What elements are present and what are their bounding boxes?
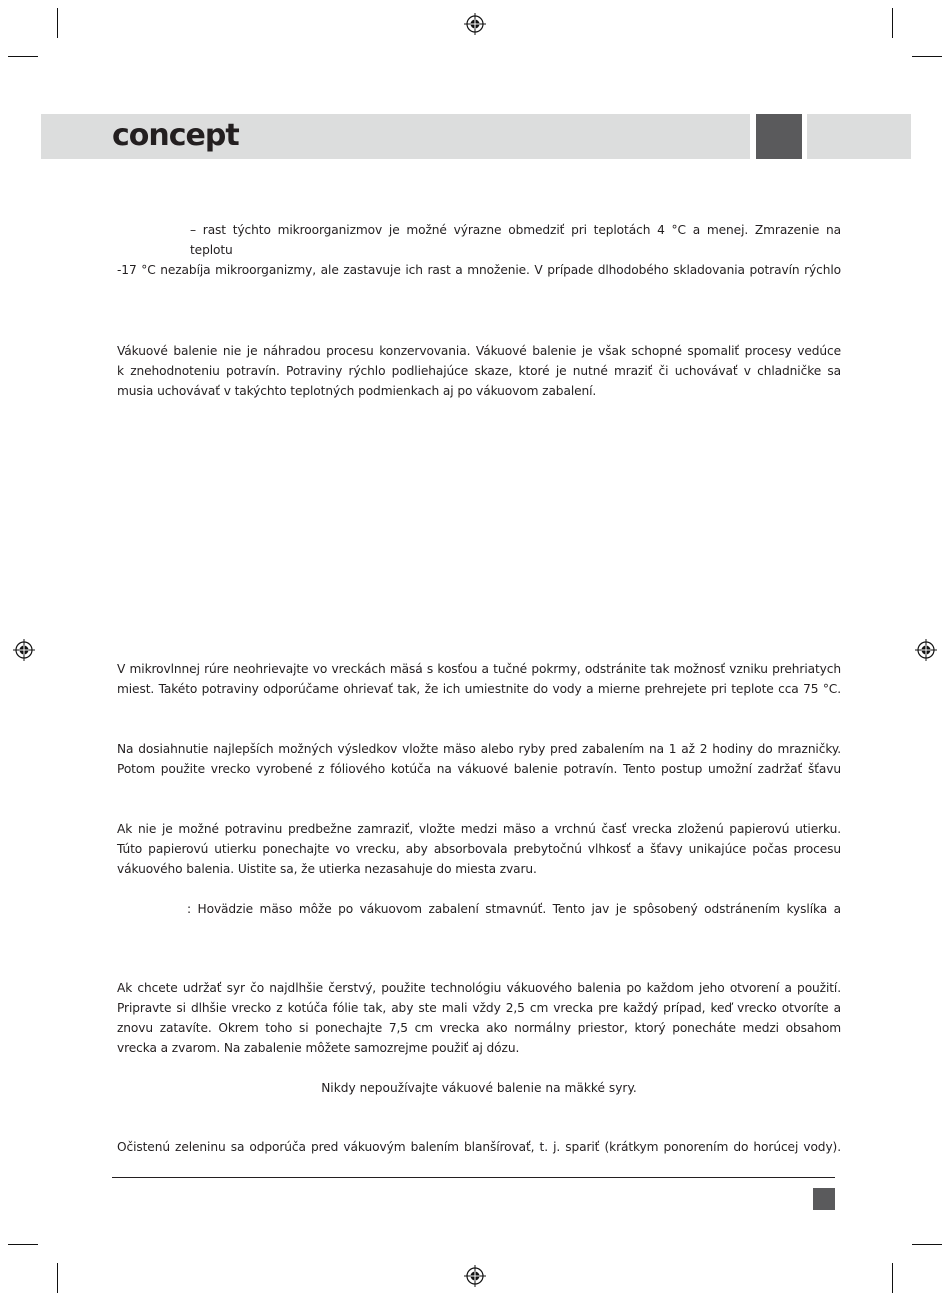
paragraph-cheese: [117, 978, 841, 1058]
text-line: Ak nie je možné potravinu predbežne zamraziť, vložte medzi mäso a vrchnú časť vrecka zloženú papierovú utierku.: [117, 822, 841, 836]
text-line: miest. Takéto potraviny odporúčame ohrievať tak, že ich umiestnite do vody a mierne prehrejete pri teplote cca 75 °C.: [117, 682, 841, 696]
crop-mark: [57, 8, 58, 38]
header-band-right: [807, 114, 911, 159]
text-line: -17 °C nezabíja mikroorganizmy, ale zastavuje ich rast a množenie. V prípade dlhodobého skladovania potravín rýchlo: [117, 263, 841, 277]
text-line: Na dosiahnutie najlepších možných výsledkov vložte mäso alebo ryby pred zabalením na 1 až 2 hodiny do mrazničky.: [117, 742, 841, 756]
registration-mark-icon: [464, 13, 486, 35]
paragraph-temperature: [117, 220, 841, 280]
crop-mark: [892, 1263, 893, 1293]
text-line: znovu zatavíte. Okrem toho si ponechajte 7,5 cm vrecka ako normálny priestor, ktorý ponecháte medzi obsahom: [117, 1021, 841, 1035]
registration-mark-icon: [915, 639, 937, 661]
paragraph-beef-note: [117, 899, 841, 919]
crop-mark: [892, 8, 893, 38]
brand-logo: concept: [112, 118, 239, 153]
text-line: k znehodnoteniu potravín. Potraviny rýchlo podliehajúce skaze, ktoré je nutné mraziť či uchovávať v chladničke sa: [117, 364, 841, 378]
crop-mark: [57, 1263, 58, 1293]
text-line: V mikrovlnnej rúre neohrievajte vo vreckách mäsá s kosťou a tučné pokrmy, odstránite tak možnosť vzniku prehriatych: [117, 662, 841, 676]
text-line: Ak chcete udržať syr čo najdlhšie čerstvý, použite technológiu vákuového balenia po každom jeho otvorení a použití.: [117, 981, 841, 995]
text-line: vákuového balenia. Uistite sa, že utierka nezasahuje do miesta zvaru.: [117, 862, 537, 876]
soft-cheese-warning: Nikdy nepoužívajte vákuové balenie na mäkké syry.: [321, 1081, 637, 1095]
text-line: Očistenú zeleninu sa odporúča pred vákuovým balením blanšírovať, t. j. spariť (krátkym ponorením do horúcej vody).: [117, 1140, 841, 1154]
text-line: vrecka a zvarom. Na zabalenie môžete samozrejme použiť aj dózu.: [117, 1041, 520, 1055]
text-line: Potom použite vrecko vyrobené z fóliového kotúča na vákuové balenie potravín. Tento postup umožní zadržať šťavu: [117, 762, 841, 776]
text-line: Túto papierovú utierku ponechajte vo vrecku, aby absorbovala prebytočnú vlhkosť a šťavy unikajúce počas procesu: [117, 842, 841, 856]
text-line: musia uchovávať v takýchto teplotných podmienkach aj po vákuovom zabalení.: [117, 384, 597, 398]
page-marker-block: [813, 1188, 835, 1210]
crop-mark: [8, 1244, 38, 1245]
crop-mark: [8, 56, 38, 57]
footer-rule: [112, 1177, 835, 1178]
registration-mark-icon: [13, 639, 35, 661]
header-accent-block: [756, 114, 802, 159]
crop-mark: [912, 56, 942, 57]
paragraph-paper-towel: [117, 819, 841, 879]
paragraph-vegetables: [117, 1137, 841, 1157]
registration-mark-icon: [464, 1265, 486, 1287]
text-line: Vákuové balenie nie je náhradou procesu konzervovania. Vákuové balenie je však schopné spomaliť procesy vedúce: [117, 344, 841, 358]
text-line: Pripravte si dlhšie vrecko z kotúča fólie tak, aby ste mali vždy 2,5 cm vrecka pre každý prípad, keď vrecko otvoríte a: [117, 1001, 841, 1015]
text-line: : Hovädzie mäso môže po vákuovom zabalení stmavnúť. Tento jav je spôsobený odstránením kyslíka a: [187, 902, 841, 916]
text-line: – rast týchto mikroorganizmov je možné výrazne obmedziť pri teplotách 4 °C a menej. Zmrazenie na teplotu: [190, 223, 841, 257]
crop-mark: [912, 1244, 942, 1245]
paragraph-meat-freezing: [117, 739, 841, 779]
paragraph-microwave: [117, 659, 841, 699]
paragraph-vacuum-not-preservation: [117, 341, 841, 401]
